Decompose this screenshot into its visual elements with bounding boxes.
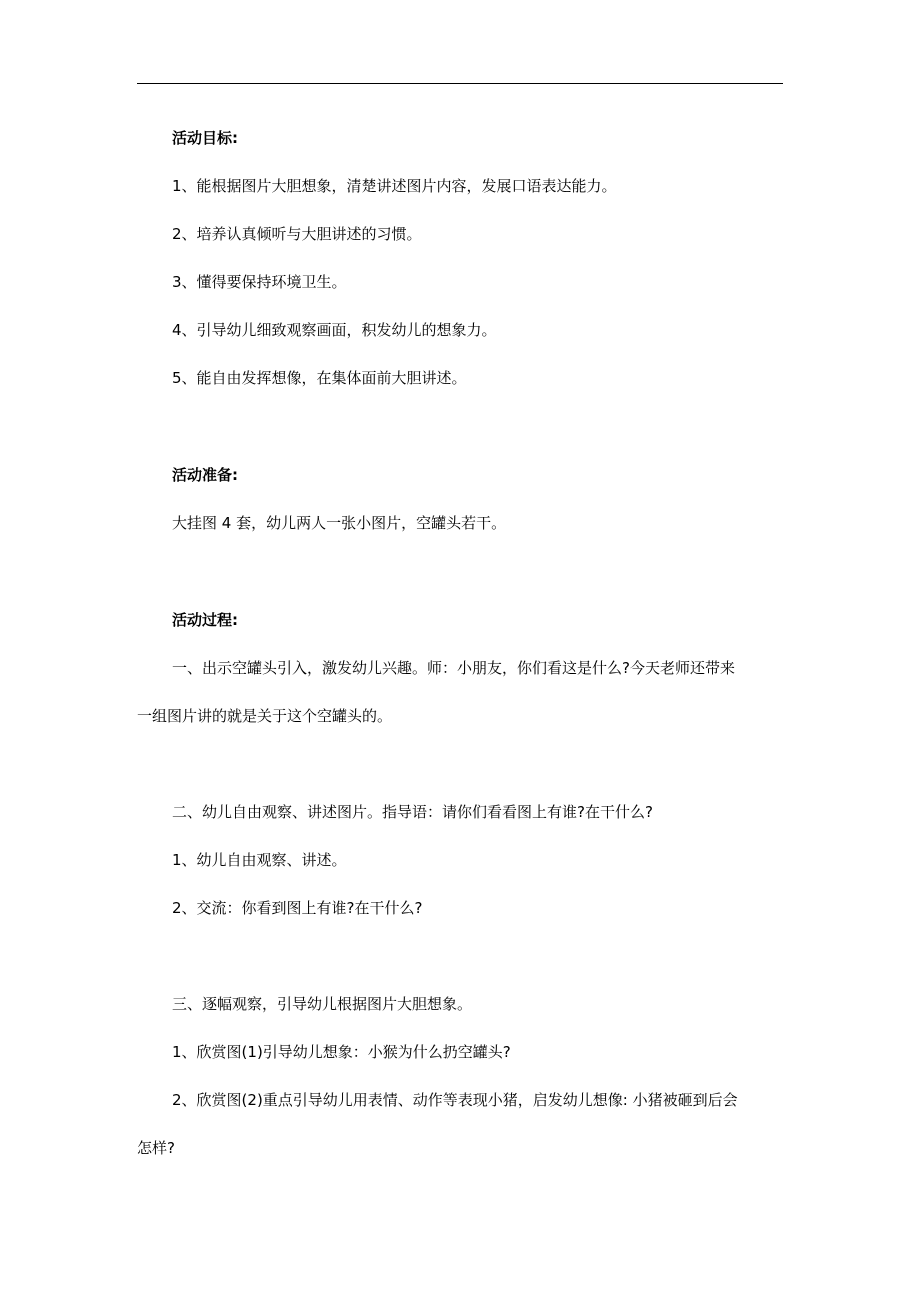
process-step1-line2: 一组图片讲的就是关于这个空罐头的。 bbox=[137, 707, 393, 725]
goal-item-4: 4、引导幼儿细致观察画面，积发幼儿的想象力。 bbox=[172, 321, 497, 339]
process-step1-line1: 一、出示空罐头引入，激发幼儿兴趣。师：小朋友，你们看这是什么?今天老师还带来 bbox=[172, 659, 735, 677]
process-heading: 活动过程: bbox=[172, 611, 238, 629]
preparation-text: 大挂图 4 套，幼儿两人一张小图片，空罐头若干。 bbox=[172, 514, 507, 532]
process-step3-item-2-cont: 怎样? bbox=[137, 1139, 175, 1157]
goal-item-3: 3、懂得要保持环境卫生。 bbox=[172, 273, 347, 291]
header-rule bbox=[137, 83, 783, 84]
process-step2-item-1: 1、幼儿自由观察、讲述。 bbox=[172, 851, 347, 869]
preparation-heading: 活动准备: bbox=[172, 466, 238, 484]
process-step3-item-2: 2、欣赏图(2)重点引导幼儿用表情、动作等表现小猪，启发幼儿想像: 小猪被砸到后会 bbox=[172, 1091, 738, 1109]
goal-item-5: 5、能自由发挥想像，在集体面前大胆讲述。 bbox=[172, 369, 467, 387]
process-step2-item-2: 2、交流：你看到图上有谁?在干什么? bbox=[172, 899, 423, 917]
process-step3-item-1: 1、欣赏图(1)引导幼儿想象：小猴为什么扔空罐头? bbox=[172, 1043, 511, 1061]
goal-item-1: 1、能根据图片大胆想象，清楚讲述图片内容，发展口语表达能力。 bbox=[172, 177, 617, 195]
process-step2: 二、幼儿自由观察、讲述图片。指导语：请你们看看图上有谁?在干什么? bbox=[172, 803, 653, 821]
process-step3: 三、逐幅观察，引导幼儿根据图片大胆想象。 bbox=[172, 995, 473, 1013]
goal-item-2: 2、培养认真倾听与大胆讲述的习惯。 bbox=[172, 225, 422, 243]
goals-heading: 活动目标: bbox=[172, 129, 238, 147]
